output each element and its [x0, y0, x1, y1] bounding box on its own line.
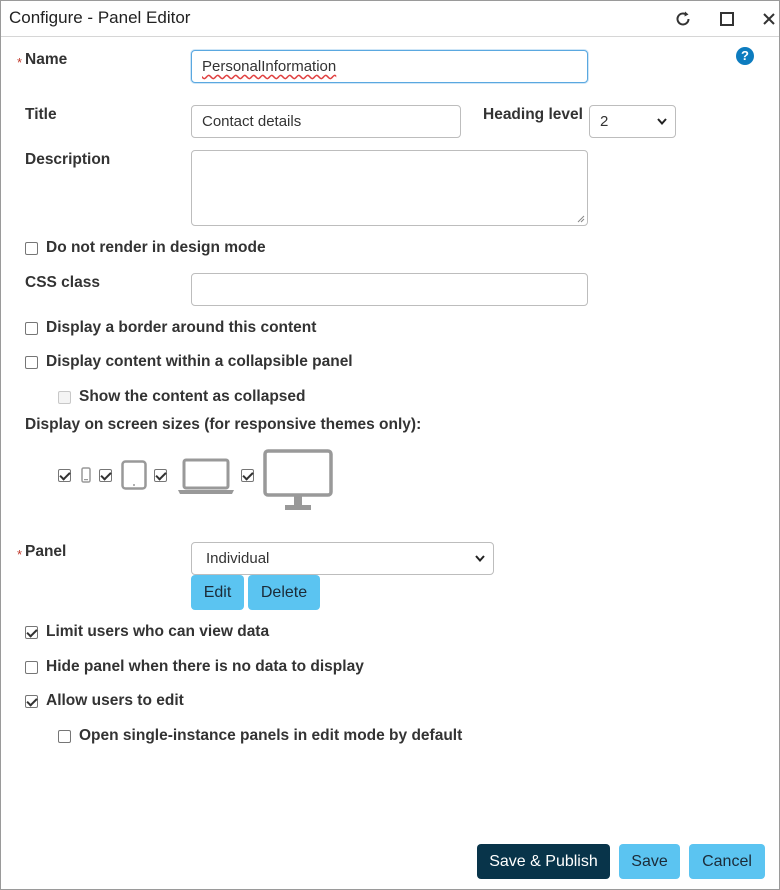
allow-edit-checkbox[interactable]: [25, 695, 38, 708]
title-label: Title: [25, 106, 57, 123]
collapsible-checkbox[interactable]: [25, 356, 38, 369]
cancel-button[interactable]: Cancel: [689, 844, 765, 879]
title-value: Contact details: [202, 113, 302, 130]
laptop-size-checkbox[interactable]: [154, 469, 167, 482]
no-render-label: Do not render in design mode: [46, 239, 266, 256]
show-collapsed-checkbox[interactable]: [58, 391, 71, 404]
description-textarea[interactable]: [191, 150, 588, 226]
name-label: Name: [25, 51, 68, 68]
name-value: PersonalInformation: [202, 58, 337, 75]
css-class-input[interactable]: [191, 273, 588, 306]
open-edit-mode-label: Open single-instance panels in edit mode by default: [79, 727, 463, 744]
chevron-down-icon: [657, 118, 667, 126]
chevron-down-icon: [475, 555, 485, 563]
phone-size-checkbox[interactable]: [58, 469, 71, 482]
limit-users-label: Limit users who can view data: [46, 623, 270, 640]
no-render-checkbox[interactable]: [25, 242, 38, 255]
tablet-icon: [121, 460, 147, 490]
hide-panel-checkbox[interactable]: [25, 661, 38, 674]
edit-panel-button[interactable]: Edit: [191, 575, 244, 610]
allow-edit-label: Allow users to edit: [46, 692, 184, 709]
save-publish-button[interactable]: Save & Publish: [477, 844, 610, 879]
css-class-label: CSS class: [25, 274, 100, 291]
panel-select[interactable]: [191, 542, 494, 575]
tablet-size-checkbox[interactable]: [99, 469, 112, 482]
save-button[interactable]: Save: [619, 844, 680, 879]
refresh-icon[interactable]: [671, 7, 695, 31]
laptop-icon: [177, 458, 235, 496]
border-checkbox[interactable]: [25, 322, 38, 335]
border-label: Display a border around this content: [46, 319, 317, 336]
title-input[interactable]: [191, 105, 461, 138]
screen-sizes-label: Display on screen sizes (for responsive themes only):: [25, 416, 422, 433]
required-marker: *: [17, 547, 23, 562]
hide-panel-label: Hide panel when there is no data to display: [46, 658, 364, 675]
phone-icon: [81, 467, 91, 483]
resize-handle-icon[interactable]: [577, 215, 585, 223]
collapsible-label: Display content within a collapsible panel: [46, 353, 353, 370]
heading-level-value: 2: [600, 113, 609, 130]
open-edit-mode-checkbox[interactable]: [58, 730, 71, 743]
panel-label: Panel: [25, 543, 67, 560]
show-collapsed-label: Show the content as collapsed: [79, 388, 306, 405]
heading-level-label: Heading level: [483, 106, 583, 123]
required-marker: *: [17, 55, 23, 70]
heading-level-select[interactable]: [589, 105, 676, 138]
maximize-icon[interactable]: [715, 7, 739, 31]
panel-value: Individual: [206, 550, 270, 567]
name-input[interactable]: [191, 50, 588, 83]
close-icon[interactable]: [757, 7, 780, 31]
limit-users-checkbox[interactable]: [25, 626, 38, 639]
title-bar: [1, 1, 779, 37]
description-label: Description: [25, 151, 111, 168]
delete-panel-button[interactable]: Delete: [248, 575, 320, 610]
monitor-size-checkbox[interactable]: [241, 469, 254, 482]
monitor-icon: [263, 449, 333, 511]
help-icon[interactable]: ?: [736, 47, 754, 65]
window-title: Configure - Panel Editor: [9, 8, 191, 27]
